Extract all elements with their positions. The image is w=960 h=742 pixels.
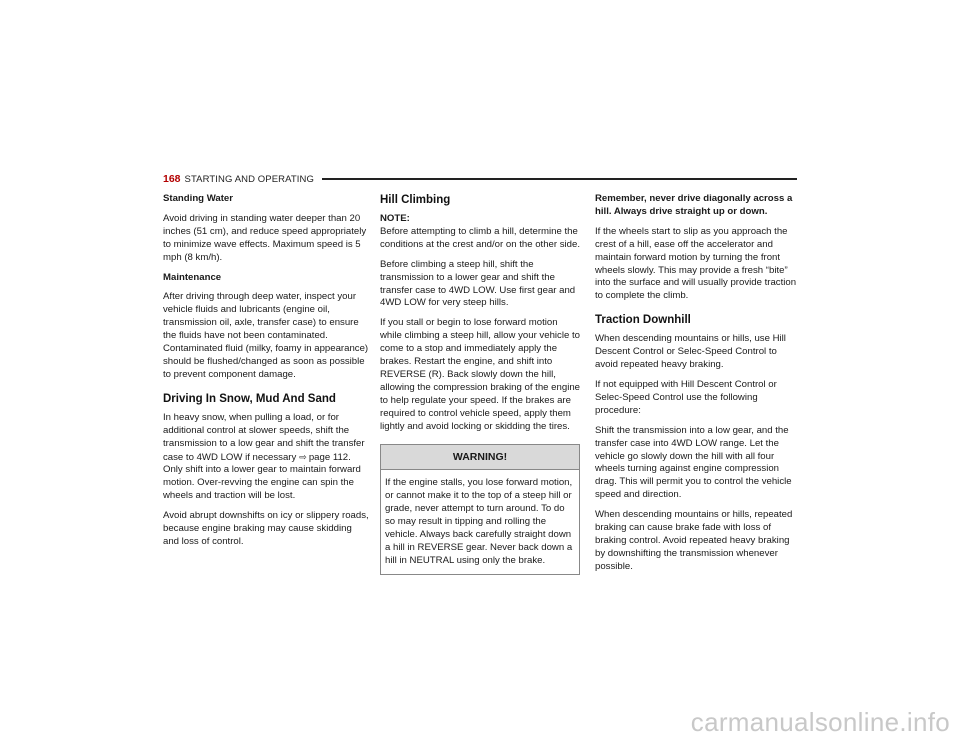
section-title: STARTING AND OPERATING	[184, 173, 314, 185]
warning-text: If the engine stalls, you lose forward motion, or cannot make it to the top of a steep hill or grade, never attempt to turn around. To do so may result in tipping and rolling the vehicle. Always back carefully straight down a hill in REVERSE gear. Never back down a hill in NEUTRAL using only the brake.	[385, 477, 573, 566]
snow-text-part-a: In heavy snow, when pulling a load, or for additional control at slower speeds, shift the transmission to a low gear and shift the transfer case to 4WD LOW if necessary	[163, 411, 365, 463]
traction-downhill-heading: Traction Downhill	[595, 314, 691, 327]
snow-text-2: Avoid abrupt downshifts on icy or slippery roads, because engine braking may cause skidding and loss of control.	[163, 510, 369, 547]
column-right	[595, 193, 797, 581]
watermark: carmanualsonline.info	[690, 707, 950, 737]
hill-climbing-text-2: If you stall or begin to lose forward motion while climbing a steep hill, allow your vehicle to come to a stop and immediately apply the brakes. Restart the engine, and shift into REVERSE (R). Back slowly down the hill, allowing the compression braking of the engine to help regulate your speed. If the brakes are required to control vehicle speed, apply them lightly and avoid locking or skidding the tires.	[380, 317, 580, 432]
column-left	[163, 193, 369, 556]
traction-downhill-text-3: Shift the transmission into a low gear, and the transfer case into 4WD LOW range. Let the vehicle go slowly down the hill with all four wheels turning against engine compression drag. This will permit you to control the vehicle speed and direction.	[595, 424, 792, 501]
warning-title: WARNING!	[381, 445, 579, 471]
warning-box	[380, 444, 580, 575]
snow-text	[163, 412, 369, 503]
note-text: Before attempting to climb a hill, determine the conditions at the crest and/or on the other side.	[380, 225, 580, 250]
snow-mud-sand-heading: Driving In Snow, Mud And Sand	[163, 392, 336, 405]
diagonal-warning-text: Remember, never drive diagonally across a hill. Always drive straight up or down.	[595, 193, 793, 217]
standing-water-text: Avoid driving in standing water deeper than 20 inches (51 cm), and reduce speed appropriately to minimize wave effects. Maximum speed is 5 mph (8 km/h).	[163, 212, 367, 263]
note-label: NOTE:	[380, 213, 410, 224]
traction-downhill-text-1: When descending mountains or hills, use Hill Descent Control or Selec-Speed Control to avoid repeated heavy braking.	[595, 333, 786, 371]
maintenance-text: After driving through deep water, inspect your vehicle fluids and lubricants (engine oil, transmission oil, axle, transfer case) to ensure the fluids have not been contaminated. Contaminated fluid (milky, foamy in appearance) should be flushed/changed as soon as possible to prevent component damage.	[163, 291, 369, 380]
traction-downhill-text-4: When descending mountains or hills, repeated braking can cause brake fade with loss of braking control. Avoid repeated heavy braking by downshifting the transmission whenever possible.	[595, 509, 793, 572]
note	[380, 213, 580, 252]
page-reference-arrow-icon: ⇨	[299, 451, 307, 462]
wheel-slip-text: If the wheels start to slip as you approach the crest of a hill, ease off the accelerator and maintain forward motion by turning the front wheels slowly. This may provide a fresh “bite” into the surface and will usually provide traction to complete the climb.	[595, 225, 797, 302]
header-rule	[322, 178, 797, 180]
hill-climbing-text-1: Before climbing a steep hill, shift the transmission to a lower gear and shift the transfer case to 4WD LOW. Use first gear and 4WD LOW for very steep hills.	[380, 258, 576, 309]
page-header	[163, 171, 797, 187]
hill-climbing-heading: Hill Climbing	[380, 194, 451, 206]
column-middle	[380, 193, 580, 575]
standing-water-heading: Standing Water	[163, 193, 233, 204]
page-number: 168	[163, 173, 181, 185]
traction-downhill-text-2: If not equipped with Hill Descent Control or Selec-Speed Control use the following procedure:	[595, 378, 777, 416]
maintenance-heading: Maintenance	[163, 271, 222, 283]
page-reference-link[interactable]: page 112. Only shift into a lower gear to maintain forward motion. Over-revving the engine can spin the wheels and traction will be lost.	[163, 451, 361, 502]
